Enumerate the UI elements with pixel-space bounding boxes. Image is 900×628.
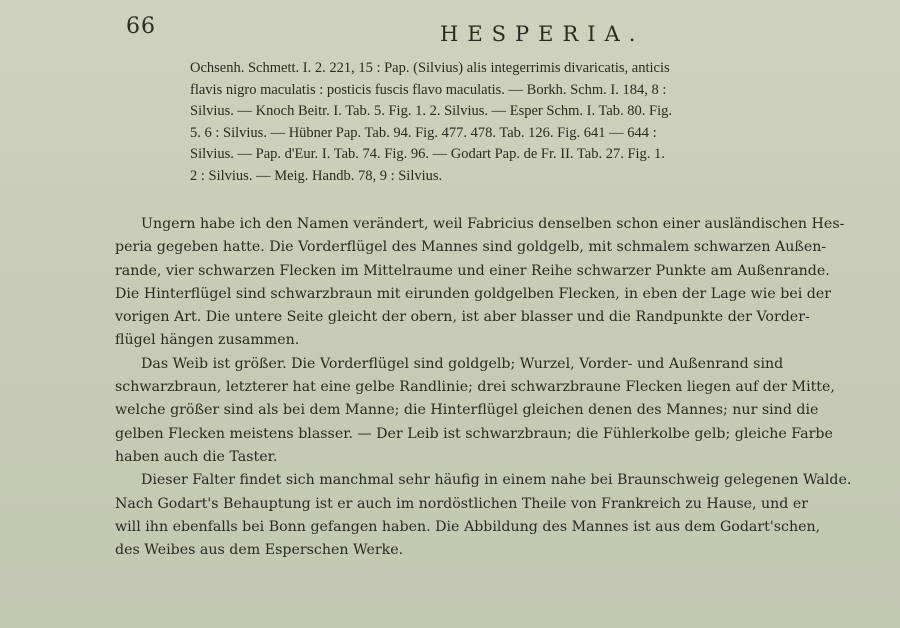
paragraph-habitat <box>115 469 885 562</box>
running-title: HESPERIA. <box>440 22 645 46</box>
text-line: will ihn ebenfalls bei Bonn gefangen haben. Die Abbildung des Mannes ist aus dem Godart'schen, <box>115 518 821 535</box>
text-line: vorigen Art. Die untere Seite gleicht der obern, ist aber blasser und die Randpunkte der Vorder- <box>115 309 810 326</box>
paragraph-description-female <box>115 353 885 469</box>
text-line: Die Hinterflügel sind schwarzbraun mit eirunden goldgelben Flecken, in eben der Lage wie bei der <box>115 285 832 302</box>
reference-line: 5. 6 : Silvius. — Hübner Pap. Tab. 94. Fig. 477. 478. Tab. 126. Fig. 641 — 644 : <box>190 124 657 141</box>
text-line: rande, vier schwarzen Flecken im Mittelraume und einer Reihe schwarzer Punkte am Außenrande. <box>115 262 830 279</box>
reference-line: flavis nigro maculatis : posticis fuscis flavo maculatis. — Borkh. Schm. I. 184, 8 : <box>190 81 667 98</box>
text-line: des Weibes aus dem Esperschen Werke. <box>115 542 404 559</box>
reference-line: Ochsenh. Schmett. I. 2. 221, 15 : Pap. (Silvius) alis integerrimis divaricatis, anticis <box>190 60 670 76</box>
text-line: Das Weib ist größer. Die Vorderflügel sind goldgelb; Wurzel, Vorder- und Außenrand sind <box>141 355 784 372</box>
text-line: gelben Flecken meistens blasser. — Der Leib ist schwarzbraun; die Fühlerkolbe gelb; gleiche Farbe <box>115 425 833 442</box>
reference-line: 2 : Silvius. — Meig. Handb. 78, 9 : Silvius. <box>190 167 443 184</box>
text-line: Ungern habe ich den Namen verändert, weil Fabricius denselben schon einer ausländischen Hes- <box>141 216 845 232</box>
reference-block <box>190 58 880 187</box>
text-line: welche größer sind als bei dem Manne; die Hinterflügel gleichen denen des Mannes; nur sind die <box>115 402 819 419</box>
text-line: haben auch die Taster. <box>115 448 278 465</box>
text-line: Dieser Falter findet sich manchmal sehr häufig in einem nahe bei Braunschweig gelegenen Walde. <box>141 472 852 489</box>
reference-line: Silvius. — Pap. d'Eur. I. Tab. 74. Fig. 96. — Godart Pap. de Fr. II. Tab. 27. Fig. 1. <box>190 146 665 162</box>
page-number: 66 <box>126 14 156 39</box>
body-text <box>115 213 885 562</box>
text-line: Nach Godart's Behauptung ist er auch im nordöstlichen Theile von Frankreich zu Hause, und er <box>115 495 809 512</box>
text-line: flügel hängen zusammen. <box>115 332 300 349</box>
page-header <box>22 10 878 50</box>
reference-line: Silvius. — Knoch Beitr. I. Tab. 5. Fig. 1. 2. Silvius. — Esper Schm. I. Tab. 80. Fig. <box>190 103 672 119</box>
text-line: schwarzbraun, letzterer hat eine gelbe Randlinie; drei schwarzbraune Flecken liegen auf der Mitte, <box>115 379 835 396</box>
paragraph-description-male <box>115 213 885 353</box>
text-line: peria gegeben hatte. Die Vorderflügel des Mannes sind goldgelb, mit schmalem schwarzen Außen- <box>115 239 827 256</box>
